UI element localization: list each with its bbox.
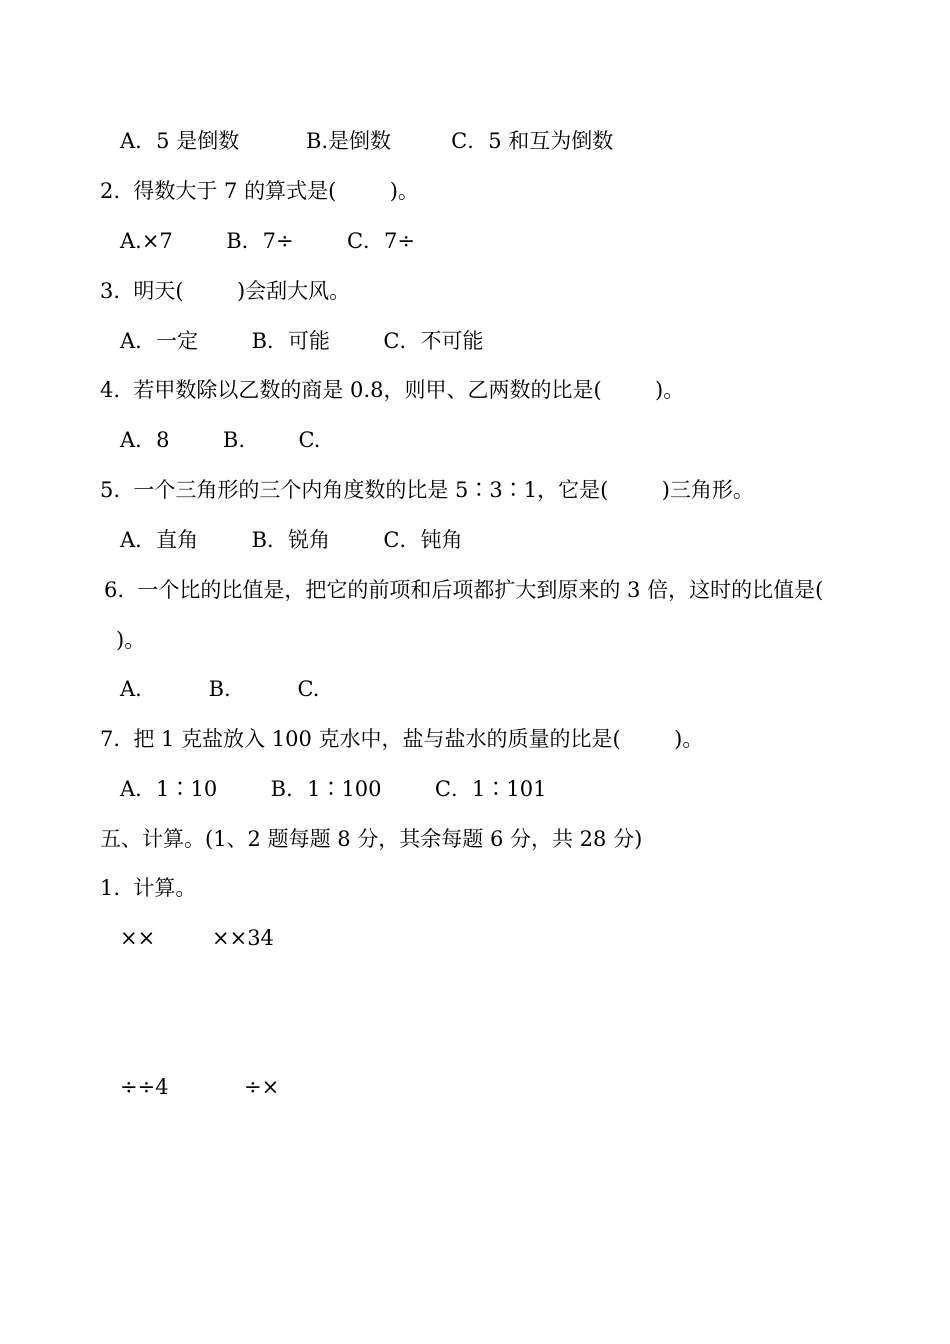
q6-question: 6. 一个比的比值是，把它的前项和后项都扩大到原来的 3 倍，这时的比值是( — [104, 578, 824, 602]
q6-options: A. B. C. — [120, 677, 320, 701]
q2-question: 2. 得数大于 7 的算式是( )。 — [100, 179, 419, 203]
calc-expression-3: ÷÷4 — [120, 1075, 169, 1099]
q1-options: A．5 是倒数 B.是倒数 C．5 和互为倒数 — [120, 129, 614, 153]
section-five-heading: 五、计算。(1、2 题每题 8 分，其余每题 6 分，共 28 分) — [100, 827, 643, 851]
q3-options: A．一定 B．可能 C．不可能 — [120, 329, 484, 353]
calc-expression-4: ÷× — [244, 1075, 280, 1099]
q7-question: 7. 把 1 克盐放入 100 克水中，盐与盐水的质量的比是( )。 — [100, 727, 704, 751]
q6-question-end: )。 — [116, 628, 146, 652]
q5-options: A．直角 B．锐角 C．钝角 — [120, 528, 463, 552]
q4-question: 4. 若甲数除以乙数的商是 0.8，则甲、乙两数的比是( )。 — [100, 378, 685, 402]
q7-options: A．1∶10 B．1∶100 C．1∶101 — [120, 777, 547, 801]
q2-options: A.×7 B．7÷ C．7÷ — [120, 229, 416, 253]
calc-expression-1: ×× — [120, 926, 156, 950]
calc-1-label: 1. 计算。 — [100, 876, 197, 900]
calc-expression-2: ××34 — [212, 926, 274, 950]
q5-question: 5. 一个三角形的三个内角度数的比是 5∶3∶1，它是( )三角形。 — [100, 478, 754, 502]
q4-options: A．8 B. C. — [120, 428, 321, 452]
q3-question: 3. 明天( )会刮大风。 — [100, 279, 351, 303]
